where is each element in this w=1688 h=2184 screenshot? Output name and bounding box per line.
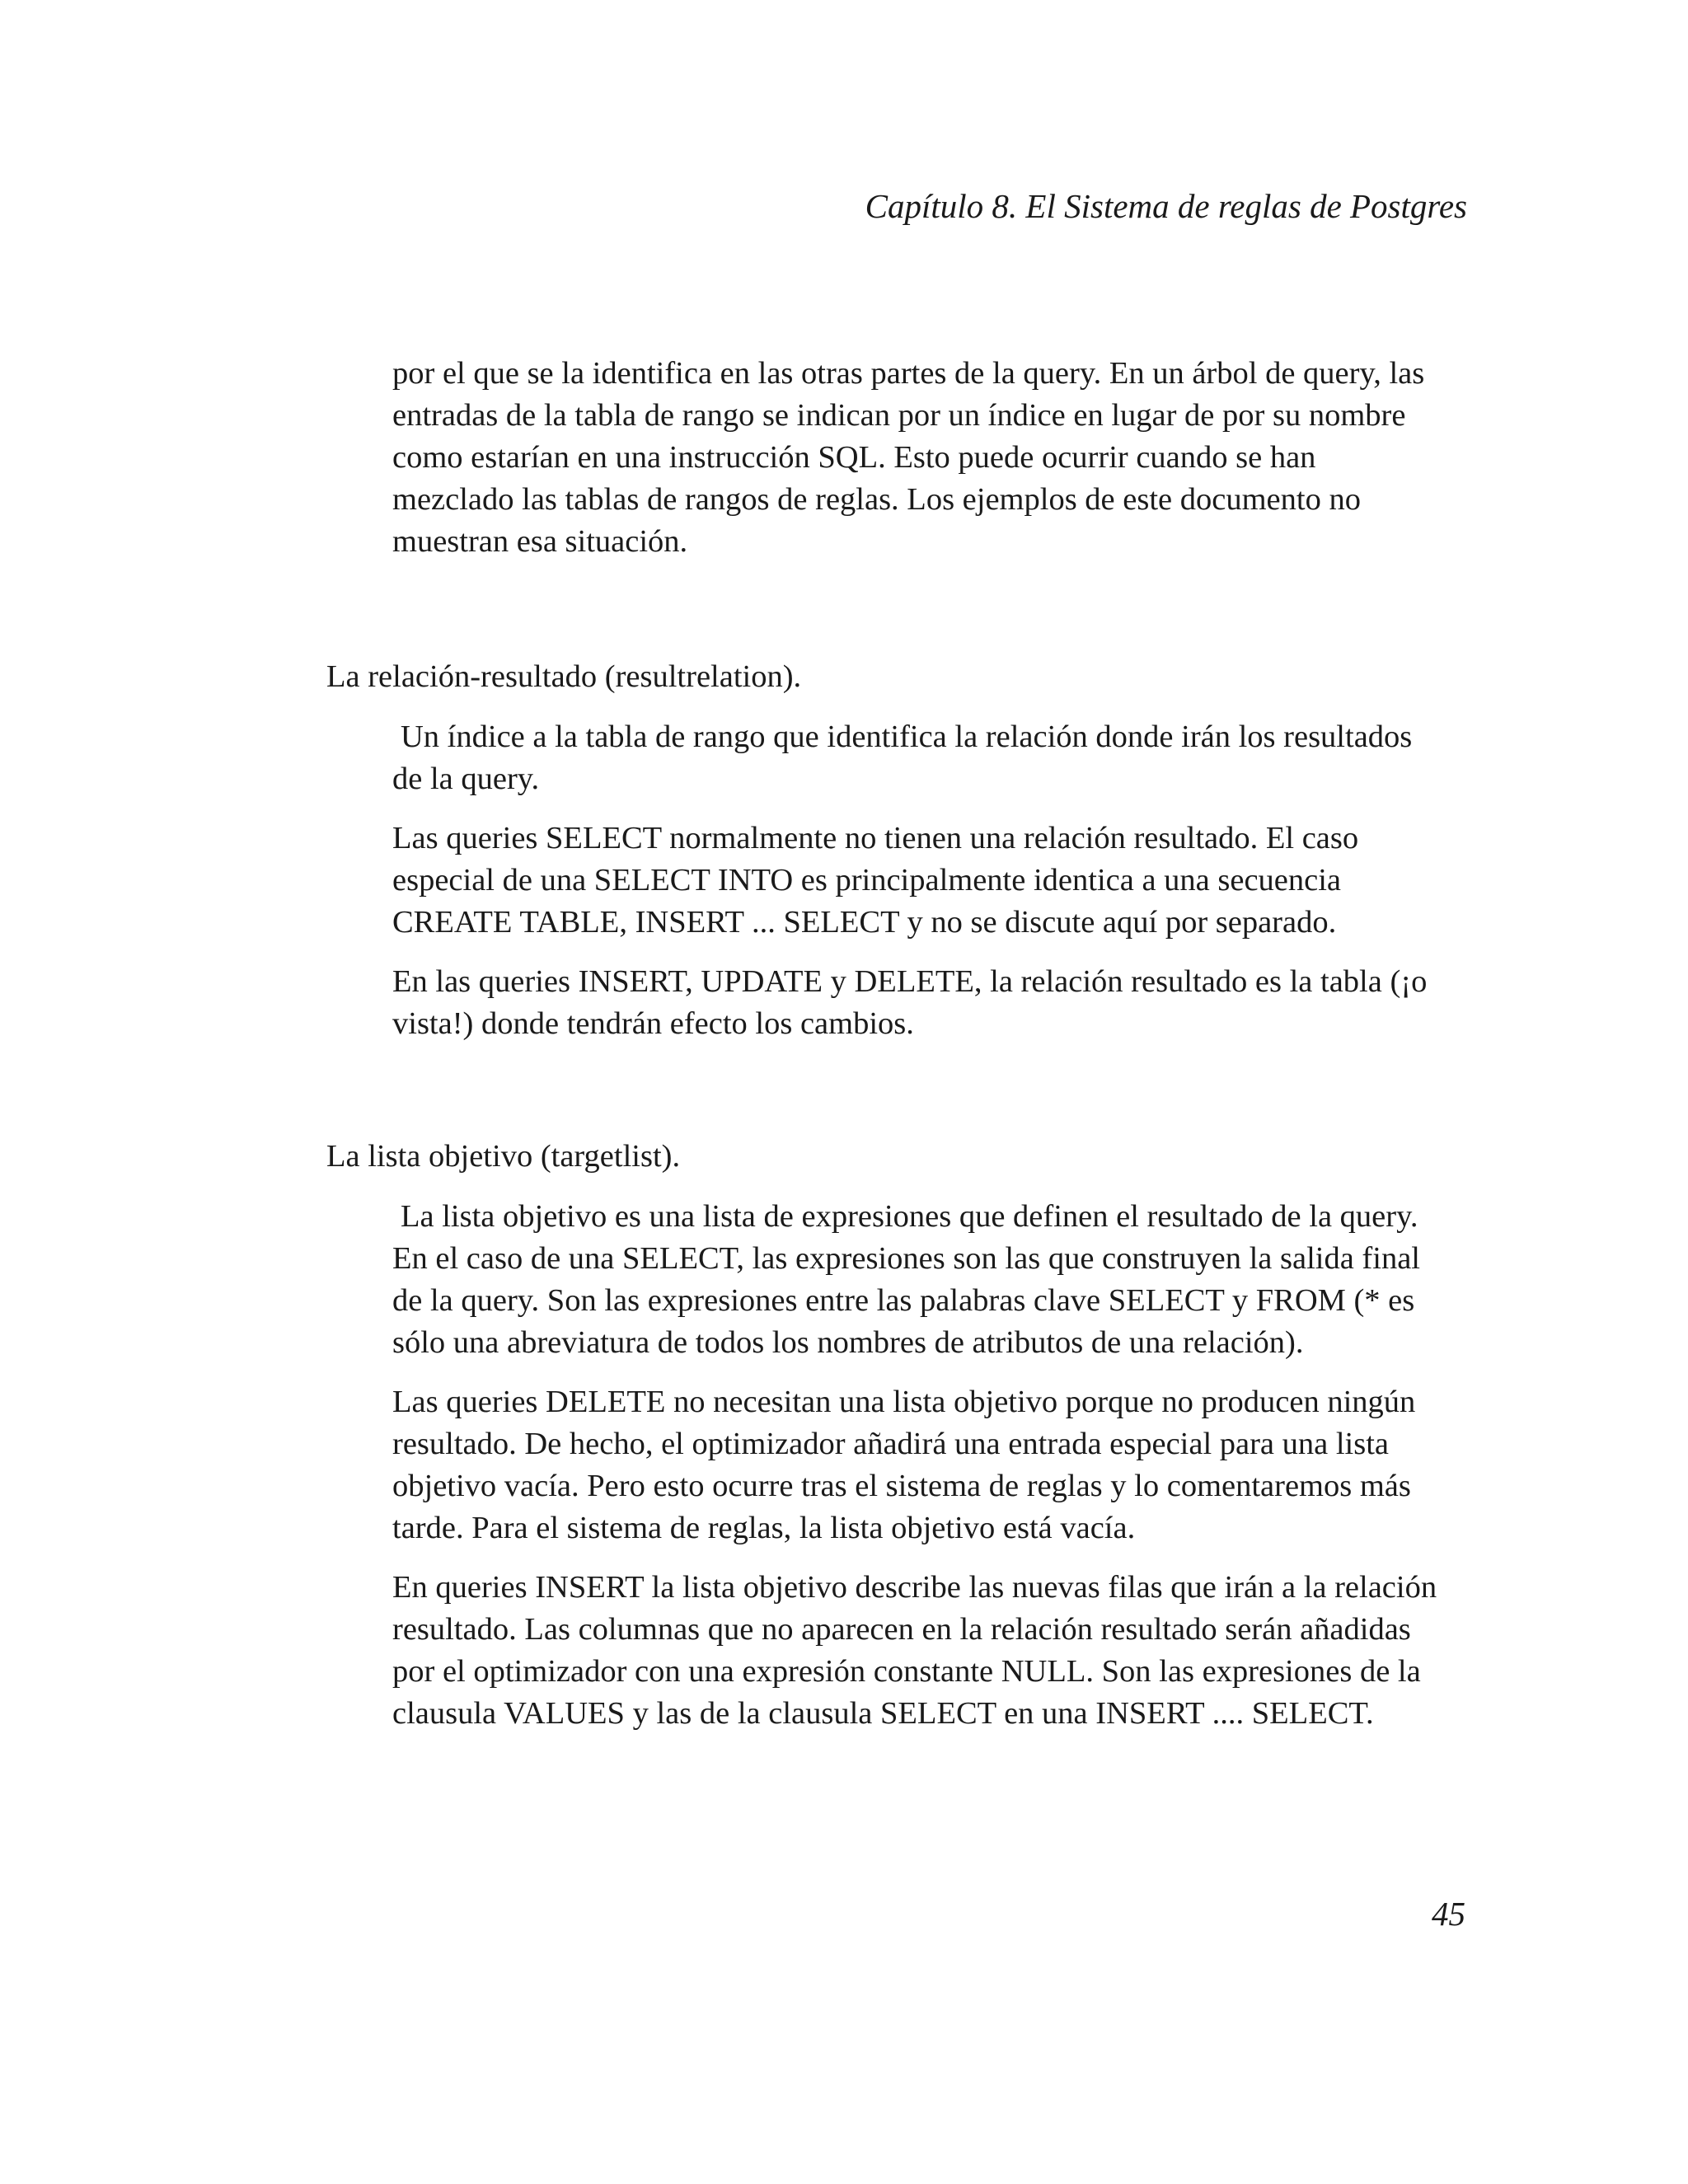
text-line: como estarían en una instrucción SQL. Esto puede ocurrir cuando se han — [392, 440, 1316, 475]
definition-paragraph — [392, 961, 1480, 1045]
definition-paragraph — [392, 818, 1480, 944]
definition-term-targetlist: La lista objetivo (targetlist). — [326, 1139, 681, 1174]
text-line: En el caso de una SELECT, las expresiones son las que construyen la salida final — [392, 1241, 1420, 1276]
definition-paragraph — [392, 716, 1480, 800]
definition-body-targetlist — [392, 1196, 1480, 1735]
intro-text — [392, 353, 1480, 563]
text-line: En queries INSERT la lista objetivo describe las nuevas filas que irán a la relación — [392, 1570, 1437, 1605]
text-line: La lista objetivo es una lista de expresiones que definen el resultado de la query. — [401, 1199, 1418, 1234]
text-line: mezclado las tablas de rangos de reglas. Los ejemplos de este documento no — [392, 482, 1361, 517]
text-line: objetivo vacía. Pero esto ocurre tras el sistema de reglas y lo comentaremos más — [392, 1469, 1411, 1503]
text-line: por el optimizador con una expresión constante NULL. Son las expresiones de la — [392, 1654, 1421, 1689]
intro-paragraph — [392, 353, 1480, 563]
text-line: especial de una SELECT INTO es principalmente identica a una secuencia — [392, 863, 1341, 898]
text-line: vista!) donde tendrán efecto los cambios. — [392, 1006, 914, 1041]
text-line: resultado. Las columnas que no aparecen en la relación resultado serán añadidas — [392, 1612, 1411, 1647]
text-line: de la query. — [392, 762, 540, 796]
text-line: por el que se la identifica en las otras partes de la query. En un árbol de query, las — [392, 356, 1425, 391]
text-line: tarde. Para el sistema de reglas, la lista objetivo está vacía. — [392, 1511, 1136, 1545]
text-line: Las queries SELECT normalmente no tienen una relación resultado. El caso — [392, 821, 1359, 855]
text-line: resultado. De hecho, el optimizador añadirá una entrada especial para una lista — [392, 1427, 1390, 1461]
text-line: CREATE TABLE, INSERT ... SELECT y no se discute aquí por separado. — [392, 905, 1337, 940]
definition-term-resultrelation: La relación-resultado (resultrelation). — [326, 659, 802, 694]
text-line: En las queries INSERT, UPDATE y DELETE, la relación resultado es la tabla (¡o — [392, 964, 1428, 999]
text-line: Un índice a la tabla de rango que identifica la relación donde irán los resultados — [401, 719, 1413, 754]
definition-body-resultrelation — [392, 716, 1480, 1045]
text-line: entradas de la tabla de rango se indican por un índice en lugar de por su nombre — [392, 398, 1406, 433]
text-line: clausula VALUES y las de la clausula SELECT en una INSERT .... SELECT. — [392, 1696, 1374, 1731]
text-line: de la query. Son las expresiones entre las palabras clave SELECT y FROM (* es — [392, 1283, 1415, 1318]
definition-paragraph — [392, 1196, 1480, 1364]
text-line: muestran esa situación. — [392, 524, 688, 559]
text-line: Las queries DELETE no necesitan una lista objetivo porque no producen ningún — [392, 1385, 1416, 1419]
running-header: Capítulo 8. El Sistema de reglas de Postgres — [865, 187, 1467, 225]
definition-paragraph — [392, 1567, 1480, 1735]
page-number: 45 — [1432, 1895, 1465, 1933]
definition-paragraph — [392, 1381, 1480, 1549]
text-line: sólo una abreviatura de todos los nombres de atributos de una relación). — [392, 1325, 1304, 1360]
